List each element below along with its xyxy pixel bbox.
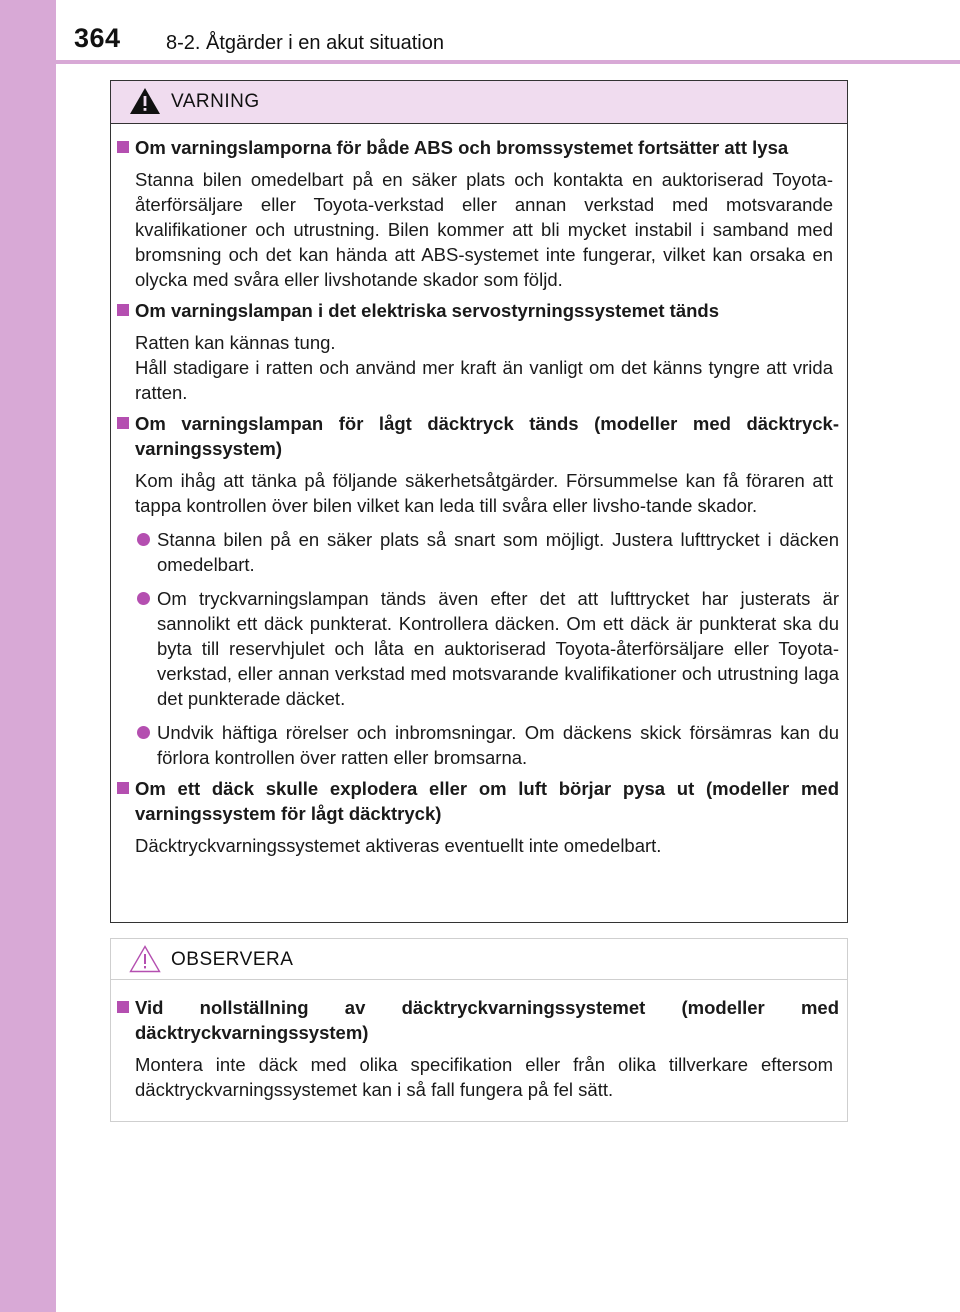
header-band	[0, 0, 960, 60]
notice-content	[115, 995, 839, 1108]
warning-triangle-icon	[129, 86, 161, 116]
bullet-text: Undvik häftiga rörelser och inbromsningar. Om däckens skick försämras kan du förlora kontrollen över ratten eller bromsarna.	[157, 722, 839, 768]
square-bullet-icon	[117, 417, 129, 429]
square-bullet-icon	[117, 1001, 129, 1013]
square-bullet-icon	[117, 304, 129, 316]
warning-item	[115, 776, 839, 858]
round-bullet-item	[135, 586, 839, 711]
item-body-line: Ratten kan kännas tung.	[135, 332, 336, 353]
section-title: 8-2. Åtgärder i en akut situation	[166, 32, 444, 54]
item-title: Vid nollställning av däcktryckvarningssystemet (modeller med däcktryckvarningssystem)	[135, 997, 839, 1043]
notice-box	[110, 938, 848, 1122]
side-color-band	[0, 0, 56, 1312]
bullet-text: Om tryckvarningslampan tänds även efter det att lufttrycket har justerats är sannolikt ett däck punkterat. Kontrollera däcken. Om ett däck är punkterat ska du byta till reservhjulet och låta en auktoriserad Toyota-återförsäljare eller Toyota-verkstad, eller annan verkstad med motsvarande kvalifikationer och utrustning laga det punkterade däcket.	[157, 588, 839, 709]
round-bullet-icon	[137, 726, 150, 739]
round-bullet-icon	[137, 533, 150, 546]
notice-header	[111, 939, 847, 980]
item-body: Stanna bilen omedelbart på en säker plats och kontakta en auktoriserad Toyota-återförsäljare eller Toyota-verkstad eller annan verkstad med motsvarande kvalifikationer och utrustning. Bilen kommer att bli mycket instabil i samband med bromsning och det kan hända att ABS-systemet inte fungerar, vilket kan orsaka en olycka med svåra eller livshotande skador som följd.	[135, 169, 833, 290]
warning-box	[110, 80, 848, 923]
item-body: Däcktryckvarningssystemet aktiveras eventuellt inte omedelbart.	[135, 835, 662, 856]
warning-item	[115, 298, 839, 405]
item-title: Om varningslampan i det elektriska servostyrningssystemet tänds	[135, 300, 720, 321]
square-bullet-icon	[117, 141, 129, 153]
item-title: Om varningslampan för lågt däcktryck tänds (modeller med däcktryck-varningssystem)	[135, 413, 839, 459]
item-body: Montera inte däck med olika specifikation eller från olika tillverkare eftersom däcktryckvarningssystemet kan i så fall fungera på fel sätt.	[135, 1054, 833, 1100]
round-bullet-item	[135, 720, 839, 770]
warning-header	[111, 81, 847, 124]
notice-label: OBSERVERA	[171, 949, 294, 970]
warning-content	[115, 135, 839, 864]
header-rule	[56, 60, 960, 64]
item-body: Kom ihåg att tänka på följande säkerhetsåtgärder. Försummelse kan få föraren att tappa kontrollen över bilen vilket kan leda till svåra eller livsho-tande skador.	[135, 470, 833, 516]
caution-outline-triangle-icon	[129, 944, 161, 974]
item-body-line: Håll stadigare i ratten och använd mer kraft än vanligt om det känns tyngre att vrida ratten.	[135, 357, 833, 403]
round-bullet-icon	[137, 592, 150, 605]
square-bullet-icon	[117, 782, 129, 794]
warning-item	[115, 135, 839, 292]
item-body	[135, 330, 839, 405]
item-title: Om varningslamporna för både ABS och bromssystemet fortsätter att lysa	[135, 137, 789, 158]
bullet-text: Stanna bilen på en säker plats så snart som möjligt. Justera lufttrycket i däcken omedelbart.	[157, 529, 839, 575]
notice-item	[115, 995, 839, 1102]
page-number: 364	[74, 23, 121, 53]
header-tab	[0, 0, 56, 60]
warning-item	[115, 411, 839, 770]
item-title: Om ett däck skulle explodera eller om luft börjar pysa ut (modeller med varningssystem för lågt däcktryck)	[135, 778, 839, 824]
round-bullet-item	[135, 527, 839, 577]
warning-label: VARNING	[171, 91, 260, 112]
